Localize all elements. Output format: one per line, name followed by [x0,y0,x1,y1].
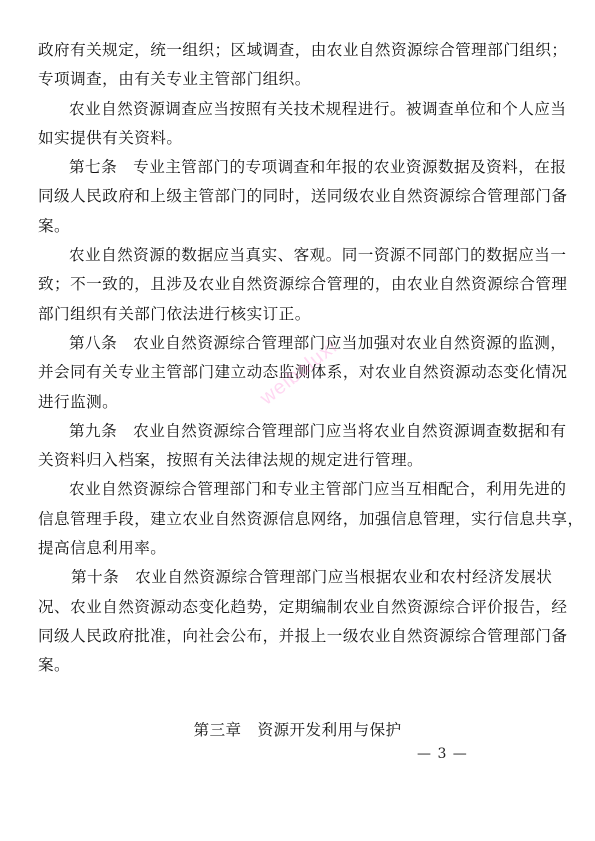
text-line: 案。 [38,216,71,235]
text-line: 农业自然资源调查应当按照有关技术规程进行。被调查单位和个人应当 [69,99,567,118]
text-line: 致；不一致的，且涉及农业自然资源综合管理的，由农业自然资源综合管理 [38,275,568,294]
watermark: weibaluxi [256,335,342,410]
text-line: 进行监测。 [38,392,119,411]
article-10-heading-line: 第十条 农业自然资源综合管理部门应当根据农业和农村经济发展状 [71,568,553,587]
page-number: — 3 — [417,746,468,762]
text-line: 关资料归入档案，按照有关法律法规的规定进行管理。 [38,451,424,470]
text-line: 部门组织有关部门依法进行核实订正。 [38,304,311,323]
text-line: 专项调查，由有关专业主管部门组织。 [38,70,311,89]
text-line: 信息管理手段，建立农业自然资源信息网络，加强信息管理，实行信息共享， [38,509,584,528]
text-line: 农业自然资源的数据应当真实、客观。同一资源不同部门的数据应当一 [69,246,567,265]
text-line: 农业自然资源综合管理部门和专业主管部门应当互相配合，利用先进的 [69,480,567,499]
text-line: 如实提供有关资料。 [38,128,183,147]
text-line: 同级人民政府批准，向社会公布，并报上一级农业自然资源综合管理部门备 [38,626,568,645]
article-9-heading-line: 第九条 农业自然资源综合管理部门应当将农业自然资源调查数据和有 [69,421,567,440]
chapter-heading: 第三章 资源开发利用与保护 [193,721,402,739]
text-line: 况、农业自然资源动态变化趋势，定期编制农业自然资源综合评价报告，经 [38,597,568,616]
article-7-heading-line: 第七条 专业主管部门的专项调查和年报的农业资源数据及资料，在报 [69,158,567,177]
text-line: 同级人民政府和上级主管部门的同时，送同级农业自然资源综合管理部门备 [38,187,568,206]
article-8-heading-line: 第八条 农业自然资源综合管理部门应当加强对农业自然资源的监测， [69,333,567,352]
text-line: 提高信息利用率。 [38,539,167,558]
text-line: 政府有关规定，统一组织；区域调查，由农业自然资源综合管理部门组织； [38,41,568,59]
text-line: 并会同有关专业主管部门建立动态监测体系，对农业自然资源动态变化情况 [38,363,568,382]
text-line: 案。 [38,656,71,675]
